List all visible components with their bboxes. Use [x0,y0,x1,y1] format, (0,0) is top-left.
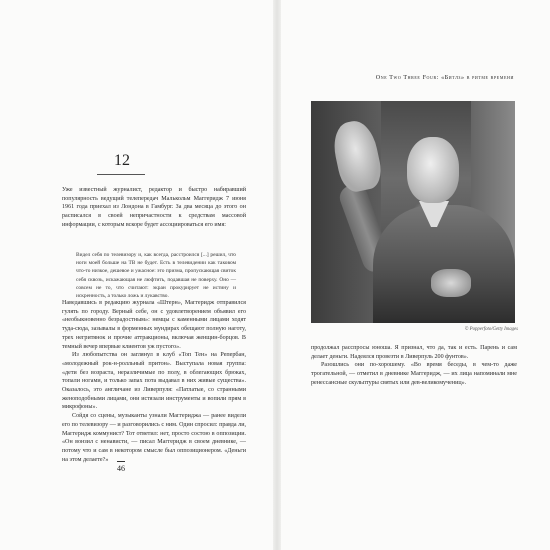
block-quote: Видел себя по телевизору и, как всегда, расстроился [...] решил, что ноги моей больше на ТВ не будет. Есть в телевидении как таковом что-то низкое, дешевое и ужасное: это призма, пропускающая свиток себя сквозь, искажающая не люфтить, подавшая не поверху. Оно — совсем не то, что считают: экран прокурирует не истину и искренность, а только ложь и лукавство. [76,252,236,300]
intro-text-block [62,186,246,230]
portrait-photo [311,101,515,323]
body-paragraph: Разошлись они по-хорошему. «Во время беседы, в чем-то даже трогательной, — отметил в дневнике Маггеридж, — их лица напоминали мне ренессансные скульптуры святых или дев-великомучениц». [311,362,517,386]
photo-lower-hand [431,269,471,297]
intro-paragraph: Уже известный журналист, редактор и быстро набиравший популярность ведущий телепередач Малькольм Маггеридж 7 июня 1961 года приехал из Лондона в Гамбург. За два месяца до этого он расписался в своей непричастности к средствам массовой информации, с которым вскоре будет ассоциироваться его имя: [62,187,246,228]
body-paragraph: Наведавшись в редакцию журнала «Штерн», Маггеридж отправился гулять по городу. Верный себе, он с удовлетворением объявил его «необыкновенно безрадостным»: немцы с каменными лицами ходят туда-сюда, зазывалы в форменных мундирах обещают полную наготу, трех негритянок и прочие аттракционы, включая женщин-борцов. В темный вечер впервые клиентов уж пустого». [62,300,246,350]
photo-credit: © Popperfoto/Getty Images [464,327,518,332]
photo-jacket [373,205,515,323]
body-paragraph: Из любопытства он заглянул в клуб «Топ Тен» на Репербан, «молодежный рок-н-ролльный притон». Выступала новая группа: «дети без возраста, неразличимые по полу, в облегающих брюках, топали ногами, и только запах пота выдавал в них живые существа». Оказалось, это англичане из Ливерпуля: «Патлатые, со странными женоподобными лицами, они истязали инструменты и вопили прям в микрофоны». [62,352,246,411]
right-text-block [311,344,517,388]
running-head: One Two Three Four: «Битлз» в ритме времени [375,75,514,81]
photo-head [407,137,459,203]
folio-rule [117,461,125,462]
body-paragraph: продолжал расспросы юноша. Я признал, что да, так и есть. Парень и сам делает деньги. Надеялся провезти в Ливерпуль 200 фунтов». [311,345,517,360]
page-number: 46 [117,464,125,473]
chapter-number: 12 [114,152,130,169]
chapter-rule [97,174,145,175]
body-text-block [62,299,246,464]
page-gutter [273,0,281,550]
body-paragraph: Сойдя со сцены, музыканты узнали Маггериджа — ранее видели его по телевизору — и разговорились с ним. Один спросил: правда ли, Маггеридж коммунист? Тот ответил: нет, просто состою в оппозиции. «Он вонзил с ненависти, — писал Маггеридж в своем дневнике, — потому что и сам в некотором смысле был оппозиционером. «Деньги на этом делаете?» [62,413,246,463]
